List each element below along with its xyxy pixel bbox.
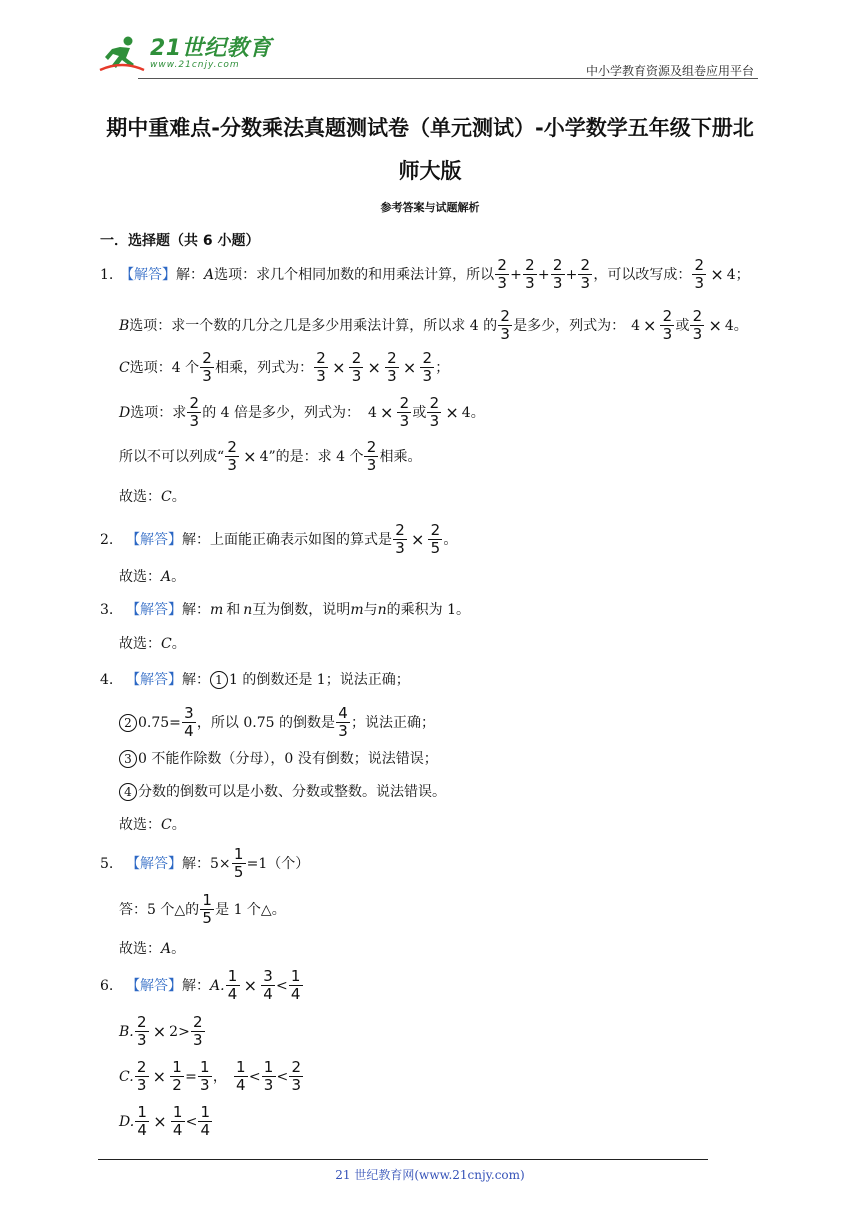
answer-letter: C	[161, 817, 172, 833]
q1-conclusion-a: 所以不可以列成“	[119, 448, 225, 465]
q2-answer	[119, 570, 185, 584]
q1-line-b	[119, 308, 748, 343]
number-four: 4	[631, 317, 641, 334]
answer-tag: 【解答】	[126, 531, 182, 548]
q1-conclusion-b: ”的是：求 4 个	[268, 448, 364, 465]
answer-label: 故选：	[119, 636, 161, 652]
question-number: 5.	[100, 855, 114, 872]
q3-text-d: 的乘积为 1。	[386, 602, 470, 618]
fraction-2-3: $\frac{2}{3}$	[420, 350, 434, 385]
fraction-1-4: $\frac{1}{4}$	[135, 1104, 149, 1139]
q3-line	[100, 603, 470, 617]
jie-label: 解：	[182, 672, 210, 688]
times-sign: ×	[243, 975, 257, 995]
circled-number-3: 3	[119, 750, 137, 768]
fraction-1-5: $\frac{1}{5}$	[200, 892, 214, 927]
fraction-1-5: $\frac{1}{5}$	[232, 846, 246, 881]
times-sign: ×	[445, 402, 459, 422]
option-letter: D.	[119, 1113, 135, 1130]
section-heading: 一．选择题（共 6 小题）	[100, 233, 260, 249]
q1-d-text: 选项：求	[130, 404, 187, 421]
answer-tag: 【解答】	[126, 855, 182, 872]
q5-expr-a: 5×	[210, 855, 231, 872]
page-subtitle: 参考答案与试题解析	[380, 201, 480, 214]
plus-sign: +	[510, 266, 522, 283]
times-sign: ×	[152, 1066, 167, 1086]
fraction-1-4: $\frac{1}{4}$	[226, 968, 240, 1003]
question-number: 2.	[100, 531, 114, 548]
times-sign: ×	[153, 1111, 167, 1131]
q5-answer	[119, 942, 185, 956]
fraction-2-3: $\frac{2}{3}$	[393, 522, 407, 557]
circled-number-2: 2	[119, 714, 137, 732]
q4-s2-c: ；说法正确；	[350, 714, 435, 731]
answer-label: 故选：	[119, 941, 161, 957]
q1-b-text: 选项：求一个数的几分之几是多少用乘法计算，所以求 4 的	[129, 317, 498, 334]
q1-a-text: 选项：求几个相同加数的和用乘法计算，所以	[214, 266, 495, 283]
variable-m: m	[210, 602, 224, 618]
fraction-2-3: $\frac{2}{3}$	[498, 308, 512, 343]
fraction-1-3: $\frac{1}{3}$	[198, 1059, 212, 1094]
times-sign: ×	[379, 402, 394, 422]
times-sign: ×	[152, 1021, 167, 1041]
q4-answer	[119, 818, 186, 832]
q1-conclusion-c: 相乘。	[379, 448, 422, 465]
times-sign: ×	[402, 357, 417, 377]
plus-sign: +	[565, 266, 578, 283]
option-letter: A	[204, 266, 215, 283]
q6-line-c	[119, 1059, 304, 1094]
answer-letter: A	[161, 569, 172, 585]
punctuation: 。	[733, 317, 748, 334]
answer-tag: 【解答】	[126, 977, 182, 994]
variable-n: n	[377, 602, 387, 618]
q1-c-text2: 相乘，列式为：	[215, 359, 314, 376]
fraction-2-3: $\frac{2}{3}$	[187, 395, 201, 430]
fraction-2-3: $\frac{2}{3}$	[427, 395, 441, 430]
fraction-3-4: $\frac{3}{4}$	[182, 705, 196, 740]
times-sign: ×	[708, 315, 722, 335]
fraction-3-4: $\frac{3}{4}$	[261, 968, 275, 1003]
answer-letter: C	[161, 489, 172, 505]
q1-line-c	[119, 350, 449, 385]
option-letter: C	[119, 359, 130, 376]
logo-main-text: 21世纪教育	[150, 36, 272, 61]
q4-statement-1: 1 的倒数还是 1；说法正确；	[229, 672, 410, 688]
number-four: 4	[461, 404, 471, 421]
q1-a-text2: ，可以改写成：	[593, 266, 692, 283]
q5-line-2	[119, 892, 286, 927]
circled-number-4: 4	[119, 783, 137, 801]
fraction-2-3: $\frac{2}{3}$	[495, 257, 509, 292]
less-than-sign: <	[248, 1068, 261, 1085]
q4-line-3	[119, 750, 438, 768]
less-than-sign: <	[185, 1113, 198, 1130]
punctuation: 。	[171, 489, 186, 505]
q5-expr-b: =1（个）	[246, 855, 310, 872]
fraction-4-3: $\frac{4}{3}$	[336, 705, 350, 740]
number-four: 4	[259, 448, 269, 465]
q1-line-a	[100, 257, 750, 292]
option-letter: B.	[119, 1023, 134, 1040]
variable-m: m	[350, 602, 364, 618]
runner-logo-icon	[98, 34, 146, 74]
q1-conclusion	[119, 439, 421, 474]
q6-line-d	[119, 1104, 213, 1139]
option-letter: B	[119, 317, 130, 334]
q4-statement-4: 分数的倒数可以是小数、分数或整数。说法错误。	[138, 784, 446, 800]
q4-s2-b: ，所以 0.75 的倒数是	[196, 714, 335, 731]
or-word: 或	[412, 404, 427, 421]
q3-text-a: 和	[226, 602, 241, 618]
question-number: 6.	[100, 977, 114, 994]
question-number: 4.	[100, 672, 114, 688]
number-four: 4	[724, 317, 734, 334]
punctuation: 。	[470, 404, 485, 421]
q4-line-1	[100, 671, 410, 689]
times-sign: ×	[411, 529, 425, 549]
fraction-2-3: $\frac{2}{3}$	[191, 1014, 205, 1049]
punctuation: ；	[435, 359, 450, 376]
fraction-2-3: $\frac{2}{3}$	[397, 395, 411, 430]
fraction-1-4: $\frac{1}{4}$	[234, 1059, 248, 1094]
times-sign: ×	[710, 264, 724, 284]
answer-label: 故选：	[119, 489, 161, 505]
logo	[98, 34, 272, 74]
jie-label: 解：	[182, 977, 210, 994]
q1-c-text: 选项：4 个	[129, 359, 200, 376]
fraction-2-3: $\frac{2}{3}$	[200, 350, 214, 385]
greater-than-sign: >	[178, 1023, 190, 1040]
less-than-sign: <	[276, 1068, 289, 1085]
fraction-2-3: $\frac{2}{3}$	[690, 308, 704, 343]
answer-letter: A	[161, 941, 172, 957]
fraction-2-3: $\frac{2}{3}$	[289, 1059, 303, 1094]
punctuation: ；	[735, 266, 750, 283]
q6-line-a	[100, 968, 304, 1003]
number-two: 2	[169, 1023, 179, 1040]
footer-divider	[98, 1159, 708, 1160]
fraction-2-5: $\frac{2}{5}$	[428, 522, 442, 557]
times-sign: ×	[367, 357, 381, 377]
equals-sign: =	[185, 1068, 197, 1085]
punctuation: 。	[443, 531, 458, 548]
variable-n: n	[243, 602, 253, 618]
option-letter: C.	[119, 1068, 134, 1085]
punctuation: 。	[171, 817, 186, 833]
plus-sign: +	[537, 266, 550, 283]
answer-letter: C	[161, 636, 172, 652]
jie-label: 解：	[182, 602, 210, 618]
q3-text-c: 与	[363, 602, 378, 618]
punctuation: 。	[171, 941, 186, 957]
header-divider	[138, 78, 758, 79]
footer-text: 21 世纪教育网(www.21cnjy.com)	[335, 1168, 525, 1182]
question-number: 3.	[100, 602, 114, 618]
fraction-1-3: $\frac{1}{3}$	[262, 1059, 276, 1094]
q1-answer	[119, 490, 186, 504]
q2-line	[100, 522, 457, 557]
q4-statement-3: 0 不能作除数（分母），0 没有倒数；说法错误；	[138, 751, 438, 767]
punctuation: 。	[171, 569, 186, 585]
times-sign: ×	[332, 357, 346, 377]
page-title-line1: 期中重难点-分数乘法真题测试卷（单元测试）-小学数学五年级下册北	[106, 116, 754, 140]
q6-line-b	[119, 1014, 206, 1049]
times-sign: ×	[643, 315, 657, 335]
jie-label: 解：	[176, 266, 204, 283]
logo-url-text: www.21cnjy.com	[150, 60, 240, 70]
option-letter: A.	[210, 977, 225, 994]
fraction-1-4: $\frac{1}{4}$	[289, 968, 303, 1003]
q5-ans-a: 答：5 个△的	[119, 901, 200, 918]
fraction-1-4: $\frac{1}{4}$	[198, 1104, 212, 1139]
fraction-2-3: $\frac{2}{3}$	[364, 439, 378, 474]
punctuation: 。	[171, 636, 186, 652]
fraction-2-3: $\frac{2}{3}$	[578, 257, 592, 292]
less-than-sign: <	[275, 977, 288, 994]
times-sign: ×	[243, 446, 257, 466]
fraction-2-3: $\frac{2}{3}$	[660, 308, 674, 343]
number-four: 4	[368, 404, 377, 421]
q4-line-4	[119, 783, 446, 801]
jie-label: 解：	[182, 531, 210, 548]
or-word: 或	[675, 317, 690, 334]
answer-tag: 【解答】	[120, 266, 176, 283]
q1-d-text2: 的 4 倍是多少，列式为：	[202, 404, 361, 421]
q2-text: 上面能正确表示如图的算式是	[210, 531, 392, 548]
answer-tag: 【解答】	[126, 602, 182, 618]
option-letter: D	[119, 404, 131, 421]
fraction-2-3: $\frac{2}{3}$	[135, 1014, 149, 1049]
fraction-2-3: $\frac{2}{3}$	[385, 350, 399, 385]
fraction-2-3: $\frac{2}{3}$	[551, 257, 565, 292]
fraction-1-4: $\frac{1}{4}$	[171, 1104, 185, 1139]
page-header	[98, 34, 758, 78]
number-four: 4	[726, 266, 736, 283]
q1-line-d	[119, 395, 485, 430]
header-platform-text: 中小学教育资源及组卷应用平台	[585, 64, 754, 78]
q3-answer	[119, 637, 186, 651]
q4-s2-a: 0.75=	[138, 714, 181, 731]
question-number: 1.	[100, 266, 114, 283]
fraction-2-3: $\frac{2}{3}$	[314, 350, 328, 385]
q5-line-1	[100, 846, 309, 881]
fraction-2-3: $\frac{2}{3}$	[692, 257, 706, 292]
q5-ans-b: 是 1 个△。	[215, 901, 286, 918]
answer-label: 故选：	[119, 817, 161, 833]
jie-label: 解：	[182, 855, 210, 872]
answer-label: 故选：	[119, 569, 161, 585]
answer-tag: 【解答】	[126, 672, 182, 688]
q1-b-text2: 是多少，列式为：	[513, 317, 626, 334]
circled-number-1: 1	[210, 671, 228, 689]
fraction-2-3: $\frac{2}{3}$	[135, 1059, 149, 1094]
fraction-2-3: $\frac{2}{3}$	[225, 439, 239, 474]
fraction-2-3: $\frac{2}{3}$	[349, 350, 363, 385]
q4-line-2	[119, 705, 435, 740]
page-title-line2: 师大版	[398, 159, 462, 183]
fraction-2-3: $\frac{2}{3}$	[523, 257, 537, 292]
q3-text-b: 互为倒数，说明	[252, 602, 351, 618]
punctuation: ，	[212, 1068, 227, 1085]
fraction-1-2: $\frac{1}{2}$	[170, 1059, 184, 1094]
